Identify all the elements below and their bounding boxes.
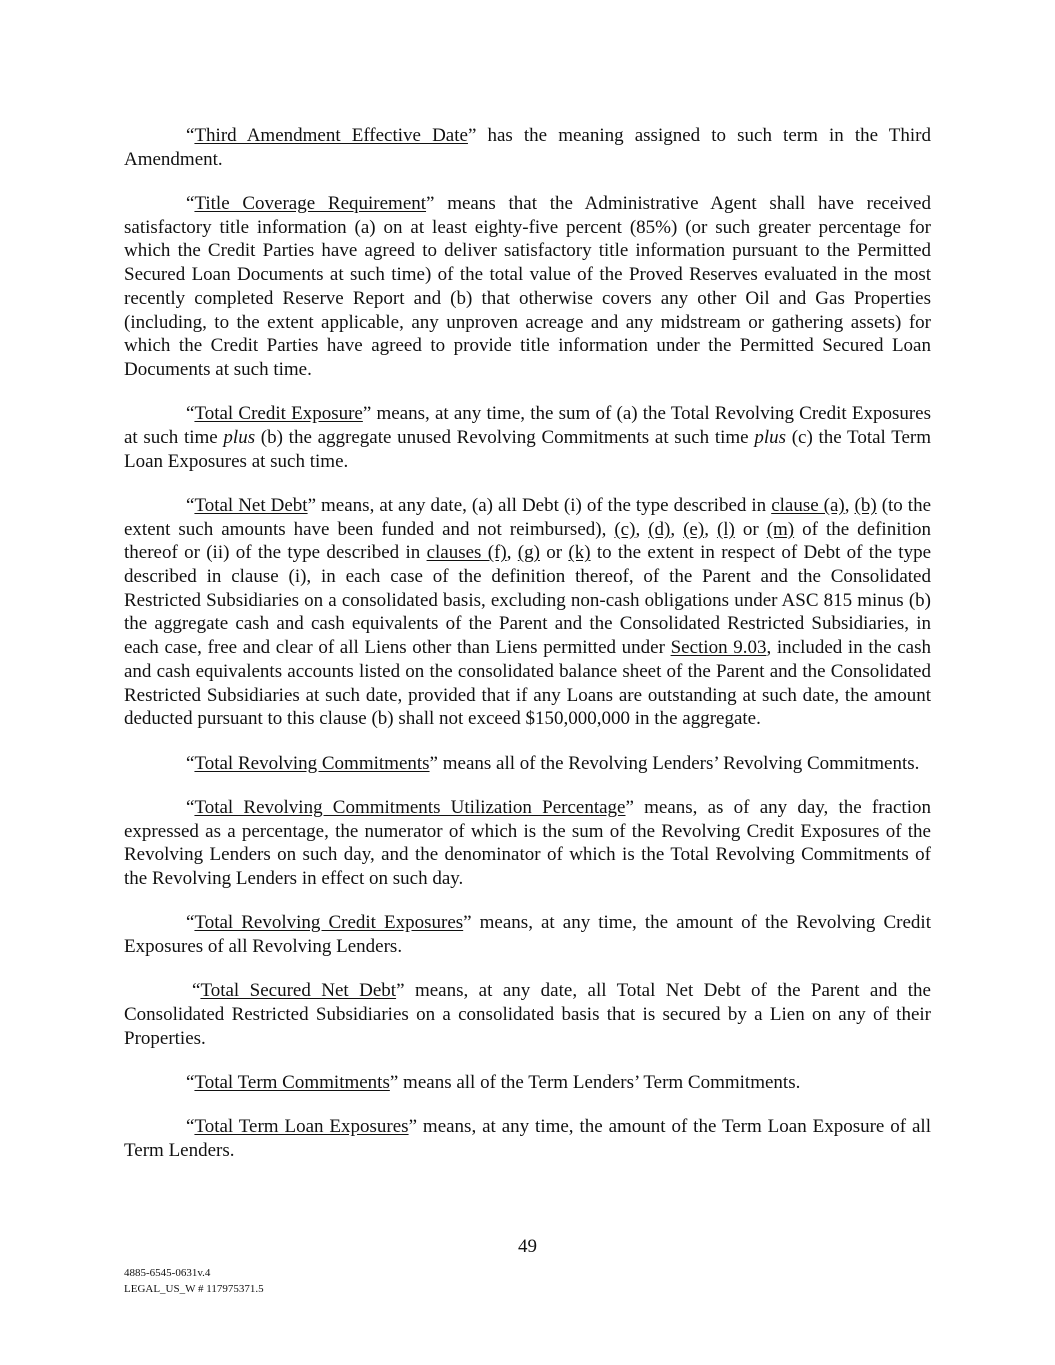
definition-total-revolving-commitments [124,752,931,776]
body-text: , [704,518,717,540]
body-text: ” means all of the Term Lenders’ Term Commitments. [389,1071,801,1093]
body-text: ” means, as of any day, the fraction expressed as a percentage, the numerator of which is the sum of the Revolving Credit Exposures of the Revolving Lenders on such day, and the denominator of which is the Total Revolving Commitments of the Revolving Lenders in effect on such day. [124,796,931,889]
defined-term: Total Net Debt [194,494,308,516]
page-number: 49 [518,1236,537,1257]
defined-term: Total Term Loan Exposures [194,1116,409,1138]
definition-total-net-debt [124,494,931,731]
cross-reference: (l) [716,518,735,540]
body-text: ” means all of the Revolving Lenders’ Revolving Commitments. [429,752,920,774]
definitions-body [124,124,931,1183]
body-text: of the definition thereof or (ii) of the type described in [124,518,932,564]
cross-reference: (d) [648,518,671,540]
body-text: or [539,542,569,564]
cross-reference: Section 9.03 [670,637,767,659]
body-text: or [734,518,767,540]
body-text: , [635,518,649,540]
body-text: (b) the aggregate unused Revolving Commitments at such time [255,426,755,448]
body-text: “ [186,494,195,516]
body-text: ” means, at any date, all Total Net Debt of the Parent and the Consolidated Restricted Subsidiaries on a consolidated basis that is secured by a Lien on any of their Properties. [124,980,931,1049]
cross-reference: clause (a) [771,494,845,516]
body-text: , [670,518,684,540]
footer [124,1265,264,1297]
defined-term: Total Revolving Commitments Utilization Percentage [194,796,626,818]
body-text: “ [186,193,195,214]
defined-term: Total Term Commitments [194,1071,390,1093]
definition-total-term-loan-exposures [124,1115,931,1162]
defined-term: Total Revolving Commitments [194,752,430,774]
body-text: (c) the Total Term Loan Exposures at such time. [124,426,932,472]
definition-total-credit-exposure [124,402,931,473]
defined-term: Total Revolving Credit Exposures [194,912,464,934]
cross-reference: (m) [766,518,795,540]
body-text: to the extent in respect of Debt of the type described in clause (i), in each case of the definition thereof, of the Parent and the Consolidated Restricted Subsidiaries on a consolidated basis, excluding non-cash obligations under ASC 815 minus (b) the aggregate cash and cash equivalents of the Parent and the Consolidated Restricted Subsidiaries, in each case, free and clear of all Liens other than Liens permitted under [124,542,932,659]
body-text: “ [186,125,195,146]
body-text: “ [192,980,201,1002]
cross-reference: (b) [854,494,877,516]
footer-legal-id: LEGAL_US_W # 117975371.5 [124,1283,264,1295]
definition-total-secured-net-debt [124,979,931,1050]
definition-total-term-commitments [124,1071,931,1095]
body-text: “ [186,1071,195,1093]
cross-reference: (e) [683,518,705,540]
defined-term: Total Credit Exposure [194,403,363,425]
body-text: “ [186,403,195,425]
definition-total-revolving-commitments-utilization-percentage [124,796,931,891]
body-text: ” means, at any date, (a) all Debt (i) of the type described in [307,494,772,516]
cross-reference: (k) [568,542,591,564]
body-text: , included in the cash and cash equivalents accounts listed on the consolidated balance sheet of the Parent and the Consolidated Restricted Subsidiaries at such date, provided that if any Loans are outstanding at such date, the amount deducted pursuant to this clause (b) shall not exceed $150,000,000 in the aggregate. [124,637,931,730]
defined-term: Third Amendment Effective Date [194,125,468,146]
body-text: , [506,542,518,564]
cross-reference: (c) [614,518,636,540]
definition-title-coverage-requirement [124,192,931,382]
body-text: “ [186,752,195,774]
body-text: ” means, at any time, the amount of the Term Loan Exposure of all Term Lenders. [124,1116,931,1161]
definition-total-revolving-credit-exposures [124,911,931,958]
cross-reference: (g) [517,542,540,564]
body-text: ” means, at any time, the sum of (a) the Total Revolving Credit Exposures at such time [124,403,931,448]
body-text: “ [186,912,195,934]
body-text: , [844,494,855,516]
italic-text: plus [754,426,786,448]
definition-third-amendment-effective-date [124,124,931,171]
defined-term: Title Coverage Requirement [194,193,427,214]
body-text: ” has the meaning assigned to such term in the Third Amendment. [124,125,931,170]
body-text: ” means, at any time, the amount of the Revolving Credit Exposures of all Revolving Lenders. [124,912,931,957]
body-text: (to the extent such amounts have been funded and not reimbursed), [124,494,932,540]
italic-text: plus [223,426,256,448]
body-text: “ [186,1116,195,1138]
cross-reference: clauses (f) [426,542,507,564]
defined-term: Total Secured Net Debt [200,980,397,1002]
body-text: “ [186,796,195,818]
body-text: ” means that the Administrative Agent shall have received satisfactory title information (a) on at least eighty-five percent (85%) (or such greater percentage for which the Credit Parties have agreed to deliver satisfactory title information pursuant to the Permitted Secured Loan Documents at such time) of the total value of the Proved Reserves evaluated in the most recently completed Reserve Report and (b) that otherwise covers any other Oil and Gas Properties (including, to the extent applicable, any unproven acreage and any midstream or gathering assets) for which the Credit Parties have agreed to provide title information under the Permitted Secured Loan Documents at such time. [124,193,931,380]
footer-doc-id: 4885-6545-0631v.4 [124,1267,211,1279]
